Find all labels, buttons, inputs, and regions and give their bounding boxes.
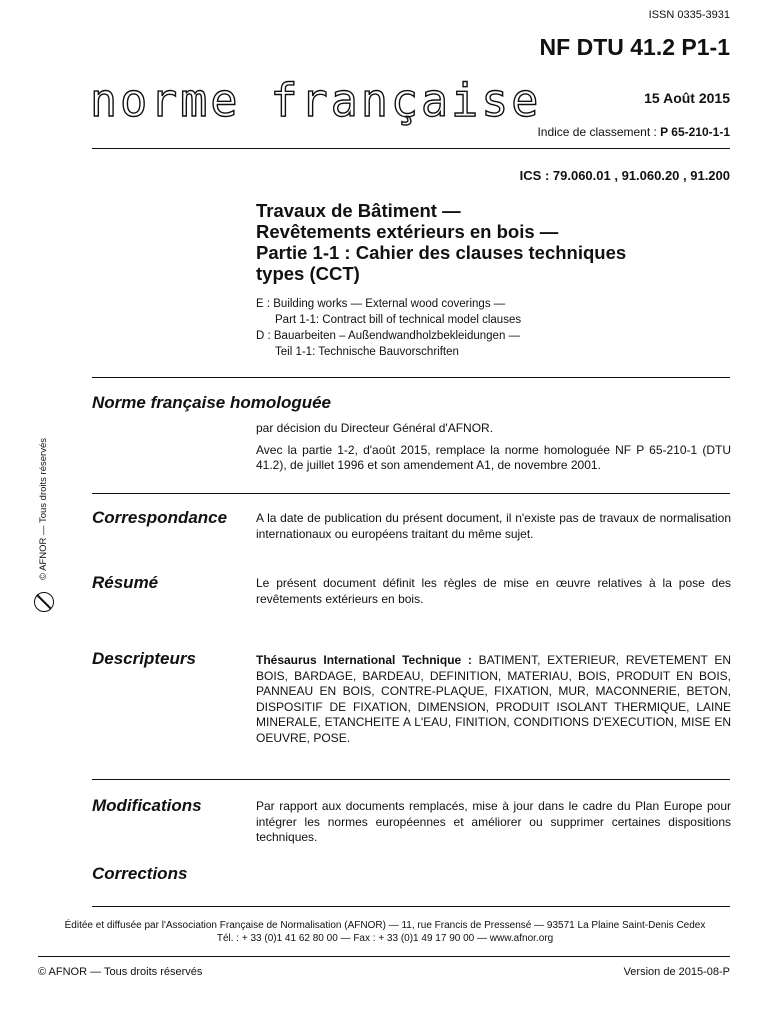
ics-codes: ICS : 79.060.01 , 91.060.20 , 91.200 <box>519 168 730 183</box>
indice-value: P 65-210-1-1 <box>660 125 730 139</box>
footer-rule <box>92 906 730 907</box>
german-title: D : Bauarbeiten – Außendwandholzbekleidungen — <box>256 330 521 342</box>
german-title-part: Teil 1-1: Technische Bauvorschriften <box>275 346 459 358</box>
footer-version: Version de 2015-08-P <box>623 966 730 978</box>
title-line: Revêtements extérieurs en bois — <box>256 221 559 242</box>
homologuee-heading: Norme française homologuée <box>92 393 332 412</box>
resume-body: Le présent document définit les règles de mise en œuvre relatives à la pose des revêtements extérieurs en bois. <box>256 576 731 606</box>
indice-label: Indice de classement : <box>537 125 661 139</box>
english-title-part: Part 1-1: Contract bill of technical model clauses <box>275 314 522 326</box>
thesaurus-label: Thésaurus International Technique : <box>256 653 479 667</box>
descripteurs-keywords: BATIMENT, EXTERIEUR, REVETEMENT EN BOIS, BARDAGE, BARDEAU, DEFINITION, MATERIAU, BOIS, PRODUIT EN BOIS, PANNEAU EN BOIS, CONTRE-PLAQUE, FIXATION, MUR, MACONNERIE, BETON, DISPOSITIF DE FIXATION, DIMENSION, PRODUIT ISOLANT THERMIQUE, LAINE MINERALE, ETANCHEITE A L'EAU, FINITION, CONDITIONS D'EXECUTION, MISE EN OEUVRE, POSE. <box>256 653 731 745</box>
publisher-contact: Tél. : + 33 (0)1 41 62 80 00 — Fax : + 33 (0)1 49 17 90 00 — www.afnor.org <box>216 933 554 944</box>
modifications-heading: Modifications <box>92 796 202 815</box>
title-translations <box>256 296 726 360</box>
modifications-body: Par rapport aux documents remplacés, mise à jour dans le cadre du Plan Europe pour intégrer les normes européennes et améliorer ou supprimer certaines dispositions techniques. <box>256 799 731 844</box>
correspondance-body: A la date de publication du présent document, il n'existe pas de travaux de normalisation internationaux ou européens traitant du même sujet. <box>256 511 731 541</box>
document-title <box>256 200 716 284</box>
footer-copyright: © AFNOR — Tous droits réservés <box>38 966 203 978</box>
norme-francaise-logo: norme française <box>90 74 542 127</box>
issn-number: ISSN 0335-3931 <box>648 9 730 21</box>
correspondance-heading: Correspondance <box>92 508 228 527</box>
corrections-heading: Corrections <box>92 864 188 883</box>
no-copy-stamp-icon <box>34 592 54 612</box>
section-rule <box>92 779 730 780</box>
section-rule <box>92 377 730 378</box>
homologuee-replaces: Avec la partie 1-2, d'août 2015, remplace la norme homologuée NF P 65-210-1 (DTU 41.2), de juillet 1996 et son amendement A1, de novembre 2001. <box>256 442 731 472</box>
bottom-rule <box>38 956 730 957</box>
norm-number: NF DTU 41.2 P1-1 <box>539 34 730 60</box>
title-line: types (CCT) <box>256 263 360 284</box>
header-rule <box>92 148 730 149</box>
side-copyright: © AFNOR — Tous droits réservés <box>38 438 49 580</box>
homologuee-decision: par décision du Directeur Général d'AFNOR. <box>256 421 494 435</box>
title-line: Travaux de Bâtiment — <box>256 200 461 221</box>
publisher-address: Éditée et diffusée par l'Association Française de Normalisation (AFNOR) — 11, rue Francis de Pressensé — 93571 La Plaine Saint-Denis Cedex <box>64 920 706 931</box>
english-title: E : Building works — External wood coverings — <box>256 298 506 310</box>
title-line: Partie 1-1 : Cahier des clauses techniques <box>256 242 627 263</box>
descripteurs-body <box>256 653 731 746</box>
resume-heading: Résumé <box>92 573 159 592</box>
section-rule <box>92 493 730 494</box>
indice-classement <box>537 125 730 139</box>
norm-date: 15 Août 2015 <box>644 90 730 106</box>
descripteurs-heading: Descripteurs <box>92 649 196 668</box>
homologuee-body <box>256 421 731 480</box>
